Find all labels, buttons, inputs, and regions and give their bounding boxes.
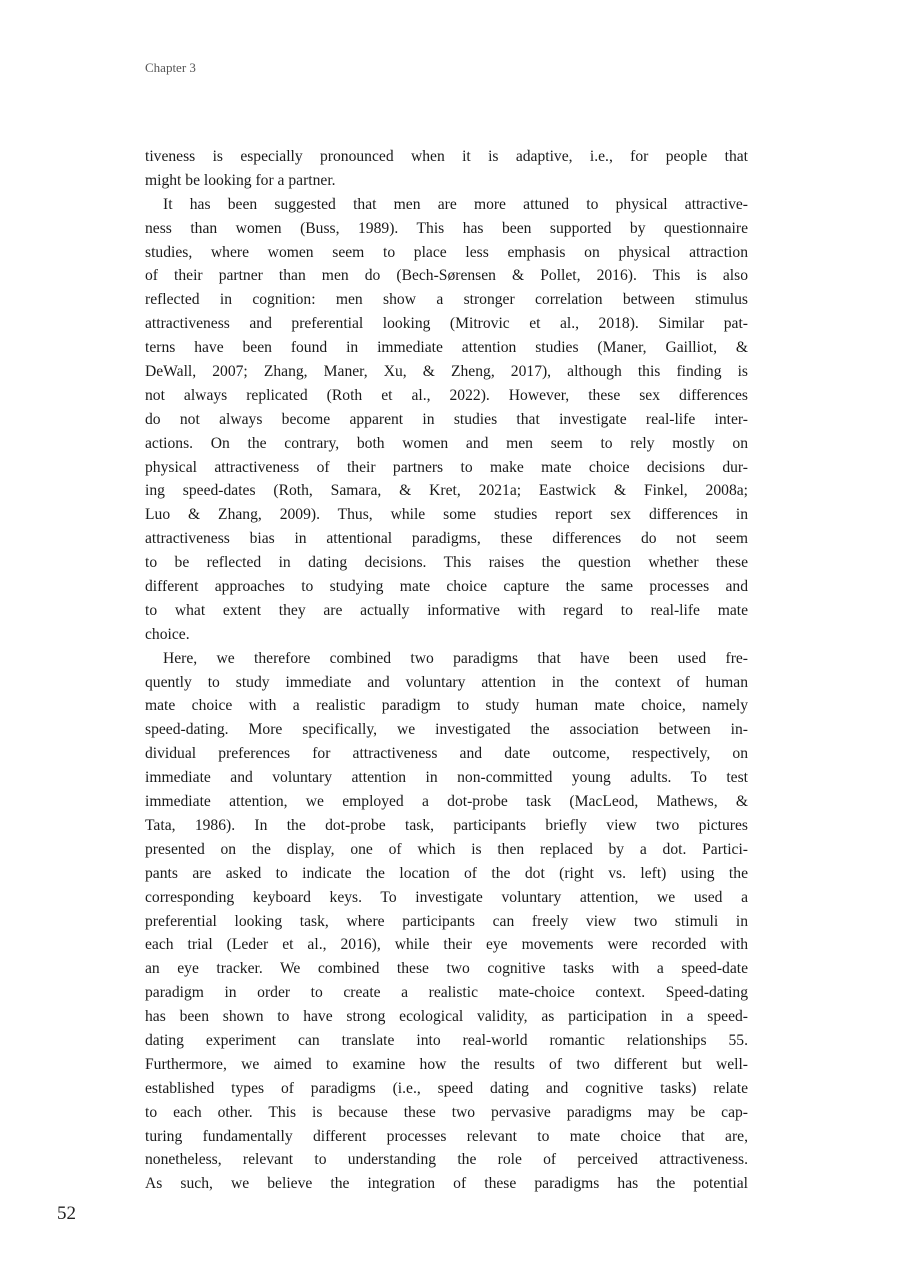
text-line: dating experiment can translate into real-world romantic relationships 55. (145, 1031, 748, 1049)
text-line: Furthermore, we aimed to examine how the results of two different but well- (145, 1055, 748, 1073)
text-line: reflected in cognition: men show a stronger correlation between stimulus (145, 291, 748, 309)
text-line: mate choice with a realistic paradigm to study human mate choice, namely (145, 697, 748, 715)
text-line: has been shown to have strong ecological validity, as participation in a speed- (145, 1008, 748, 1026)
text-line: pants are asked to indicate the location of the dot (right vs. left) using the (145, 864, 748, 882)
text-line: Tata, 1986). In the dot-probe task, participants briefly view two pictures (145, 816, 748, 834)
text-line: terns have been found in immediate attention studies (Maner, Gailliot, & (145, 339, 748, 357)
text-line: attractiveness and preferential looking (Mitrovic et al., 2018). Similar pat- (145, 315, 748, 333)
text-line: established types of paradigms (i.e., speed dating and cognitive tasks) relate (145, 1079, 748, 1097)
text-line: presented on the display, one of which is then replaced by a dot. Partici- (145, 840, 748, 858)
text-line: quently to study immediate and voluntary attention in the context of human (145, 673, 748, 691)
body-text (145, 145, 748, 1196)
text-line: ness than women (Buss, 1989). This has been supported by questionnaire (145, 219, 748, 237)
text-line: DeWall, 2007; Zhang, Maner, Xu, & Zheng, 2017), although this finding is (145, 363, 748, 381)
text-line: not always replicated (Roth et al., 2022). However, these sex differences (145, 386, 748, 404)
text-line: Here, we therefore combined two paradigms that have been used fre- (163, 649, 748, 667)
text-line: immediate and voluntary attention in non-committed young adults. To test (145, 769, 748, 787)
text-line: Luo & Zhang, 2009). Thus, while some studies report sex differences in (145, 506, 748, 524)
text-line: to each other. This is because these two pervasive paradigms may be cap- (145, 1103, 748, 1121)
text-line: to what extent they are actually informative with regard to real-life mate (145, 601, 748, 619)
text-line: actions. On the contrary, both women and men seem to rely mostly on (145, 434, 748, 452)
text-line: As such, we believe the integration of these paradigms has the potential (145, 1175, 748, 1193)
paragraph (145, 145, 748, 193)
text-line: might be looking for a partner. (145, 171, 336, 189)
text-line: to be reflected in dating decisions. This raises the question whether these (145, 554, 748, 572)
paragraph (145, 647, 748, 1196)
text-line: choice. (145, 625, 190, 643)
text-line: an eye tracker. We combined these two cognitive tasks with a speed-date (145, 960, 748, 978)
text-line: tiveness is especially pronounced when it is adaptive, i.e., for people that (145, 148, 748, 165)
running-head: Chapter 3 (145, 60, 196, 75)
text-line: preferential looking task, where participants can freely view two stimuli in (145, 912, 748, 930)
text-line: immediate attention, we employed a dot-probe task (MacLeod, Mathews, & (145, 793, 748, 811)
text-line: ing speed-dates (Roth, Samara, & Kret, 2021a; Eastwick & Finkel, 2008a; (145, 482, 748, 500)
text-line: nonetheless, relevant to understanding the role of perceived attractiveness. (145, 1151, 748, 1169)
text-line: physical attractiveness of their partners to make mate choice decisions dur- (145, 458, 748, 476)
text-line: of their partner than men do (Bech-Sørensen & Pollet, 2016). This is also (145, 267, 748, 285)
text-line: different approaches to studying mate choice capture the same processes and (145, 578, 748, 596)
text-line: turing fundamentally different processes relevant to mate choice that are, (145, 1127, 748, 1145)
page-number: 52 (57, 1203, 76, 1224)
text-line: studies, where women seem to place less emphasis on physical attraction (145, 243, 748, 261)
text-line: It has been suggested that men are more attuned to physical attractive- (163, 195, 748, 213)
text-line: each trial (Leder et al., 2016), while their eye movements were recorded with (145, 936, 748, 954)
text-line: corresponding keyboard keys. To investigate voluntary attention, we used a (145, 888, 748, 906)
paragraph (145, 193, 748, 647)
text-line: do not always become apparent in studies that investigate real-life inter- (145, 410, 748, 428)
text-line: dividual preferences for attractiveness and date outcome, respectively, on (145, 745, 748, 763)
text-line: speed-dating. More specifically, we investigated the association between in- (145, 721, 748, 739)
text-line: paradigm in order to create a realistic mate-choice context. Speed-dating (145, 984, 748, 1002)
text-line: attractiveness bias in attentional paradigms, these differences do not seem (145, 530, 748, 548)
